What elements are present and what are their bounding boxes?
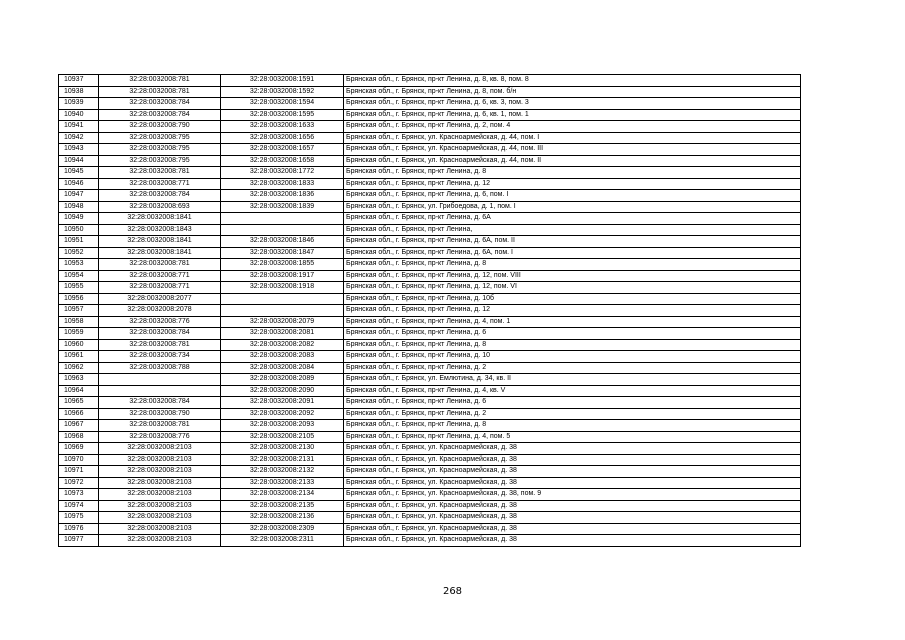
row-number-cell: 10960	[59, 339, 99, 351]
land-cadastral-number-cell: 32:28:0032008:781	[99, 420, 221, 432]
row-number-cell: 10948	[59, 201, 99, 213]
object-cadastral-number-cell: 32:28:0032008:1658	[221, 155, 344, 167]
registry-body	[59, 75, 801, 547]
registry-table	[58, 74, 801, 547]
table-row	[59, 351, 801, 363]
table-row	[59, 466, 801, 478]
object-cadastral-number-cell: 32:28:0032008:1772	[221, 167, 344, 179]
object-cadastral-number-cell: 32:28:0032008:1833	[221, 178, 344, 190]
land-cadastral-number-cell: 32:28:0032008:771	[99, 282, 221, 294]
land-cadastral-number-cell: 32:28:0032008:784	[99, 397, 221, 409]
row-number-cell: 10951	[59, 236, 99, 248]
row-number-cell: 10956	[59, 293, 99, 305]
row-number-cell: 10961	[59, 351, 99, 363]
address-cell: Брянская обл., г. Брянск, пр-кт Ленина, д. 12	[344, 178, 801, 190]
address-cell: Брянская обл., г. Брянск, пр-кт Ленина, д. 4, пом. 1	[344, 316, 801, 328]
table-row	[59, 121, 801, 133]
row-number-cell: 10939	[59, 98, 99, 110]
object-cadastral-number-cell	[221, 213, 344, 225]
table-row	[59, 420, 801, 432]
table-row	[59, 75, 801, 87]
table-row	[59, 259, 801, 271]
table-row	[59, 213, 801, 225]
table-row	[59, 408, 801, 420]
row-number-cell: 10940	[59, 109, 99, 121]
address-cell: Брянская обл., г. Брянск, пр-кт Ленина, д. 6А	[344, 213, 801, 225]
address-cell: Брянская обл., г. Брянск, пр-кт Ленина, д. 8	[344, 339, 801, 351]
land-cadastral-number-cell: 32:28:0032008:1841	[99, 236, 221, 248]
row-number-cell: 10943	[59, 144, 99, 156]
row-number-cell: 10962	[59, 362, 99, 374]
address-cell: Брянская обл., г. Брянск, пр-кт Ленина, д. 8	[344, 259, 801, 271]
land-cadastral-number-cell: 32:28:0032008:1841	[99, 247, 221, 259]
address-cell: Брянская обл., г. Брянск, ул. Красноармейская, д. 38	[344, 454, 801, 466]
table-row	[59, 144, 801, 156]
land-cadastral-number-cell: 32:28:0032008:2103	[99, 500, 221, 512]
address-cell: Брянская обл., г. Брянск, пр-кт Ленина, д. 12	[344, 305, 801, 317]
table-row	[59, 236, 801, 248]
row-number-cell: 10941	[59, 121, 99, 133]
address-cell: Брянская обл., г. Брянск, пр-кт Ленина, д. 2, пом. 4	[344, 121, 801, 133]
page-number: 268	[442, 586, 463, 597]
address-cell: Брянская обл., г. Брянск, пр-кт Ленина, д. 6, кв. 3, пом. 3	[344, 98, 801, 110]
row-number-cell: 10968	[59, 431, 99, 443]
object-cadastral-number-cell: 32:28:0032008:2132	[221, 466, 344, 478]
row-number-cell: 10976	[59, 523, 99, 535]
address-cell: Брянская обл., г. Брянск, пр-кт Ленина, д. 10	[344, 351, 801, 363]
row-number-cell: 10957	[59, 305, 99, 317]
object-cadastral-number-cell: 32:28:0032008:2131	[221, 454, 344, 466]
object-cadastral-number-cell: 32:28:0032008:2084	[221, 362, 344, 374]
object-cadastral-number-cell: 32:28:0032008:1591	[221, 75, 344, 87]
row-number-cell: 10938	[59, 86, 99, 98]
table-row	[59, 328, 801, 340]
address-cell: Брянская обл., г. Брянск, ул. Красноармейская, д. 38, пом. 9	[344, 489, 801, 501]
address-cell: Брянская обл., г. Брянск, ул. Красноармейская, д. 44, пом. III	[344, 144, 801, 156]
object-cadastral-number-cell: 32:28:0032008:1855	[221, 259, 344, 271]
row-number-cell: 10947	[59, 190, 99, 202]
table-row	[59, 190, 801, 202]
land-cadastral-number-cell: 32:28:0032008:2103	[99, 535, 221, 547]
land-cadastral-number-cell: 32:28:0032008:2103	[99, 443, 221, 455]
object-cadastral-number-cell: 32:28:0032008:2130	[221, 443, 344, 455]
address-cell: Брянская обл., г. Брянск, пр-кт Ленина, д. 4, кв. V	[344, 385, 801, 397]
row-number-cell: 10942	[59, 132, 99, 144]
table-row	[59, 500, 801, 512]
land-cadastral-number-cell: 32:28:0032008:2103	[99, 454, 221, 466]
land-cadastral-number-cell: 32:28:0032008:795	[99, 132, 221, 144]
table-row	[59, 374, 801, 386]
object-cadastral-number-cell: 32:28:0032008:1595	[221, 109, 344, 121]
land-cadastral-number-cell: 32:28:0032008:776	[99, 431, 221, 443]
table-row	[59, 489, 801, 501]
row-number-cell: 10955	[59, 282, 99, 294]
address-cell: Брянская обл., г. Брянск, ул. Красноармейская, д. 38	[344, 523, 801, 535]
object-cadastral-number-cell: 32:28:0032008:2309	[221, 523, 344, 535]
object-cadastral-number-cell: 32:28:0032008:2090	[221, 385, 344, 397]
object-cadastral-number-cell: 32:28:0032008:2134	[221, 489, 344, 501]
table-row	[59, 305, 801, 317]
land-cadastral-number-cell: 32:28:0032008:788	[99, 362, 221, 374]
table-row	[59, 293, 801, 305]
land-cadastral-number-cell: 32:28:0032008:734	[99, 351, 221, 363]
table-row	[59, 155, 801, 167]
land-cadastral-number-cell: 32:28:0032008:781	[99, 339, 221, 351]
land-cadastral-number-cell: 32:28:0032008:784	[99, 98, 221, 110]
land-cadastral-number-cell: 32:28:0032008:781	[99, 86, 221, 98]
row-number-cell: 10972	[59, 477, 99, 489]
table-row	[59, 178, 801, 190]
table-row	[59, 316, 801, 328]
row-number-cell: 10963	[59, 374, 99, 386]
object-cadastral-number-cell: 32:28:0032008:2136	[221, 512, 344, 524]
object-cadastral-number-cell: 32:28:0032008:2135	[221, 500, 344, 512]
address-cell: Брянская обл., г. Брянск, пр-кт Ленина, д. 6, пом. I	[344, 190, 801, 202]
address-cell: Брянская обл., г. Брянск, пр-кт Ленина, д. 2	[344, 408, 801, 420]
address-cell: Брянская обл., г. Брянск, ул. Красноармейская, д. 38	[344, 466, 801, 478]
table-row	[59, 282, 801, 294]
address-cell: Брянская обл., г. Брянск, пр-кт Ленина, д. 12, пом. VIII	[344, 270, 801, 282]
row-number-cell: 10970	[59, 454, 99, 466]
address-cell: Брянская обл., г. Брянск, пр-кт Ленина, д. 12, пом. VI	[344, 282, 801, 294]
land-cadastral-number-cell	[99, 385, 221, 397]
land-cadastral-number-cell: 32:28:0032008:781	[99, 75, 221, 87]
table-row	[59, 201, 801, 213]
object-cadastral-number-cell: 32:28:0032008:1633	[221, 121, 344, 133]
table-row	[59, 339, 801, 351]
land-cadastral-number-cell: 32:28:0032008:790	[99, 408, 221, 420]
address-cell: Брянская обл., г. Брянск, пр-кт Ленина, д. 4, пом. 5	[344, 431, 801, 443]
address-cell: Брянская обл., г. Брянск, ул. Красноармейская, д. 38	[344, 512, 801, 524]
row-number-cell: 10946	[59, 178, 99, 190]
address-cell: Брянская обл., г. Брянск, ул. Красноармейская, д. 38	[344, 535, 801, 547]
row-number-cell: 10967	[59, 420, 99, 432]
land-cadastral-number-cell: 32:28:0032008:784	[99, 190, 221, 202]
address-cell: Брянская обл., г. Брянск, пр-кт Ленина, д. 8	[344, 167, 801, 179]
object-cadastral-number-cell	[221, 305, 344, 317]
address-cell: Брянская обл., г. Брянск, пр-кт Ленина, д. 8	[344, 420, 801, 432]
address-cell: Брянская обл., г. Брянск, ул. Красноармейская, д. 44, пом. II	[344, 155, 801, 167]
table-row	[59, 397, 801, 409]
object-cadastral-number-cell: 32:28:0032008:1846	[221, 236, 344, 248]
object-cadastral-number-cell: 32:28:0032008:2089	[221, 374, 344, 386]
row-number-cell: 10950	[59, 224, 99, 236]
object-cadastral-number-cell: 32:28:0032008:1656	[221, 132, 344, 144]
row-number-cell: 10975	[59, 512, 99, 524]
address-cell: Брянская обл., г. Брянск, пр-кт Ленина, д. 10б	[344, 293, 801, 305]
table-row	[59, 512, 801, 524]
land-cadastral-number-cell: 32:28:0032008:784	[99, 109, 221, 121]
object-cadastral-number-cell	[221, 293, 344, 305]
row-number-cell: 10973	[59, 489, 99, 501]
land-cadastral-number-cell: 32:28:0032008:2103	[99, 512, 221, 524]
object-cadastral-number-cell: 32:28:0032008:2081	[221, 328, 344, 340]
object-cadastral-number-cell: 32:28:0032008:1594	[221, 98, 344, 110]
object-cadastral-number-cell	[221, 224, 344, 236]
table-row	[59, 477, 801, 489]
row-number-cell: 10964	[59, 385, 99, 397]
table-row	[59, 98, 801, 110]
land-cadastral-number-cell: 32:28:0032008:795	[99, 155, 221, 167]
address-cell: Брянская обл., г. Брянск, пр-кт Ленина, д. 6А, пом. II	[344, 236, 801, 248]
table-row	[59, 224, 801, 236]
land-cadastral-number-cell: 32:28:0032008:784	[99, 328, 221, 340]
table-row	[59, 109, 801, 121]
land-cadastral-number-cell: 32:28:0032008:2077	[99, 293, 221, 305]
land-cadastral-number-cell: 32:28:0032008:781	[99, 167, 221, 179]
table-row	[59, 362, 801, 374]
land-cadastral-number-cell: 32:28:0032008:693	[99, 201, 221, 213]
address-cell: Брянская обл., г. Брянск, пр-кт Ленина, д. 2	[344, 362, 801, 374]
land-cadastral-number-cell	[99, 374, 221, 386]
table-row	[59, 270, 801, 282]
row-number-cell: 10958	[59, 316, 99, 328]
row-number-cell: 10949	[59, 213, 99, 225]
table-row	[59, 454, 801, 466]
row-number-cell: 10966	[59, 408, 99, 420]
row-number-cell: 10937	[59, 75, 99, 87]
table-row	[59, 385, 801, 397]
land-cadastral-number-cell: 32:28:0032008:2078	[99, 305, 221, 317]
row-number-cell: 10954	[59, 270, 99, 282]
address-cell: Брянская обл., г. Брянск, ул. Красноармейская, д. 38	[344, 477, 801, 489]
address-cell: Брянская обл., г. Брянск, пр-кт Ленина, д. 6, кв. 1, пом. 1	[344, 109, 801, 121]
table-row	[59, 86, 801, 98]
land-cadastral-number-cell: 32:28:0032008:2103	[99, 477, 221, 489]
land-cadastral-number-cell: 32:28:0032008:776	[99, 316, 221, 328]
address-cell: Брянская обл., г. Брянск, пр-кт Ленина, д. 8, кв. 8, пом. 8	[344, 75, 801, 87]
object-cadastral-number-cell: 32:28:0032008:2093	[221, 420, 344, 432]
object-cadastral-number-cell: 32:28:0032008:1839	[221, 201, 344, 213]
address-cell: Брянская обл., г. Брянск, пр-кт Ленина, д. 6	[344, 397, 801, 409]
land-cadastral-number-cell: 32:28:0032008:2103	[99, 489, 221, 501]
land-cadastral-number-cell: 32:28:0032008:1841	[99, 213, 221, 225]
object-cadastral-number-cell: 32:28:0032008:2079	[221, 316, 344, 328]
row-number-cell: 10959	[59, 328, 99, 340]
address-cell: Брянская обл., г. Брянск, ул. Красноармейская, д. 38	[344, 500, 801, 512]
table-row	[59, 247, 801, 259]
land-cadastral-number-cell: 32:28:0032008:1843	[99, 224, 221, 236]
address-cell: Брянская обл., г. Брянск, пр-кт Ленина, д. 6	[344, 328, 801, 340]
land-cadastral-number-cell: 32:28:0032008:771	[99, 178, 221, 190]
row-number-cell: 10971	[59, 466, 99, 478]
table-row	[59, 167, 801, 179]
address-cell: Брянская обл., г. Брянск, ул. Емлютина, д. 34, кв. II	[344, 374, 801, 386]
object-cadastral-number-cell: 32:28:0032008:1657	[221, 144, 344, 156]
land-cadastral-number-cell: 32:28:0032008:2103	[99, 466, 221, 478]
object-cadastral-number-cell: 32:28:0032008:2092	[221, 408, 344, 420]
table-row	[59, 535, 801, 547]
row-number-cell: 10974	[59, 500, 99, 512]
address-cell: Брянская обл., г. Брянск, ул. Красноармейская, д. 38	[344, 443, 801, 455]
address-cell: Брянская обл., г. Брянск, пр-кт Ленина,	[344, 224, 801, 236]
object-cadastral-number-cell: 32:28:0032008:2311	[221, 535, 344, 547]
row-number-cell: 10969	[59, 443, 99, 455]
row-number-cell: 10952	[59, 247, 99, 259]
object-cadastral-number-cell: 32:28:0032008:2083	[221, 351, 344, 363]
object-cadastral-number-cell: 32:28:0032008:1847	[221, 247, 344, 259]
land-cadastral-number-cell: 32:28:0032008:771	[99, 270, 221, 282]
address-cell: Брянская обл., г. Брянск, ул. Красноармейская, д. 44, пом. I	[344, 132, 801, 144]
row-number-cell: 10953	[59, 259, 99, 271]
object-cadastral-number-cell: 32:28:0032008:2082	[221, 339, 344, 351]
table-row	[59, 443, 801, 455]
row-number-cell: 10944	[59, 155, 99, 167]
table-row	[59, 132, 801, 144]
land-cadastral-number-cell: 32:28:0032008:790	[99, 121, 221, 133]
address-cell: Брянская обл., г. Брянск, пр-кт Ленина, д. 6А, пом. I	[344, 247, 801, 259]
address-cell: Брянская обл., г. Брянск, ул. Грибоедова, д. 1, пом. I	[344, 201, 801, 213]
object-cadastral-number-cell: 32:28:0032008:2091	[221, 397, 344, 409]
object-cadastral-number-cell: 32:28:0032008:1918	[221, 282, 344, 294]
object-cadastral-number-cell: 32:28:0032008:2133	[221, 477, 344, 489]
object-cadastral-number-cell: 32:28:0032008:1592	[221, 86, 344, 98]
object-cadastral-number-cell: 32:28:0032008:2105	[221, 431, 344, 443]
land-cadastral-number-cell: 32:28:0032008:2103	[99, 523, 221, 535]
row-number-cell: 10945	[59, 167, 99, 179]
object-cadastral-number-cell: 32:28:0032008:1917	[221, 270, 344, 282]
object-cadastral-number-cell: 32:28:0032008:1836	[221, 190, 344, 202]
table-row	[59, 523, 801, 535]
row-number-cell: 10977	[59, 535, 99, 547]
address-cell: Брянская обл., г. Брянск, пр-кт Ленина, д. 8, пом. б/н	[344, 86, 801, 98]
land-cadastral-number-cell: 32:28:0032008:781	[99, 259, 221, 271]
row-number-cell: 10965	[59, 397, 99, 409]
table-row	[59, 431, 801, 443]
land-cadastral-number-cell: 32:28:0032008:795	[99, 144, 221, 156]
